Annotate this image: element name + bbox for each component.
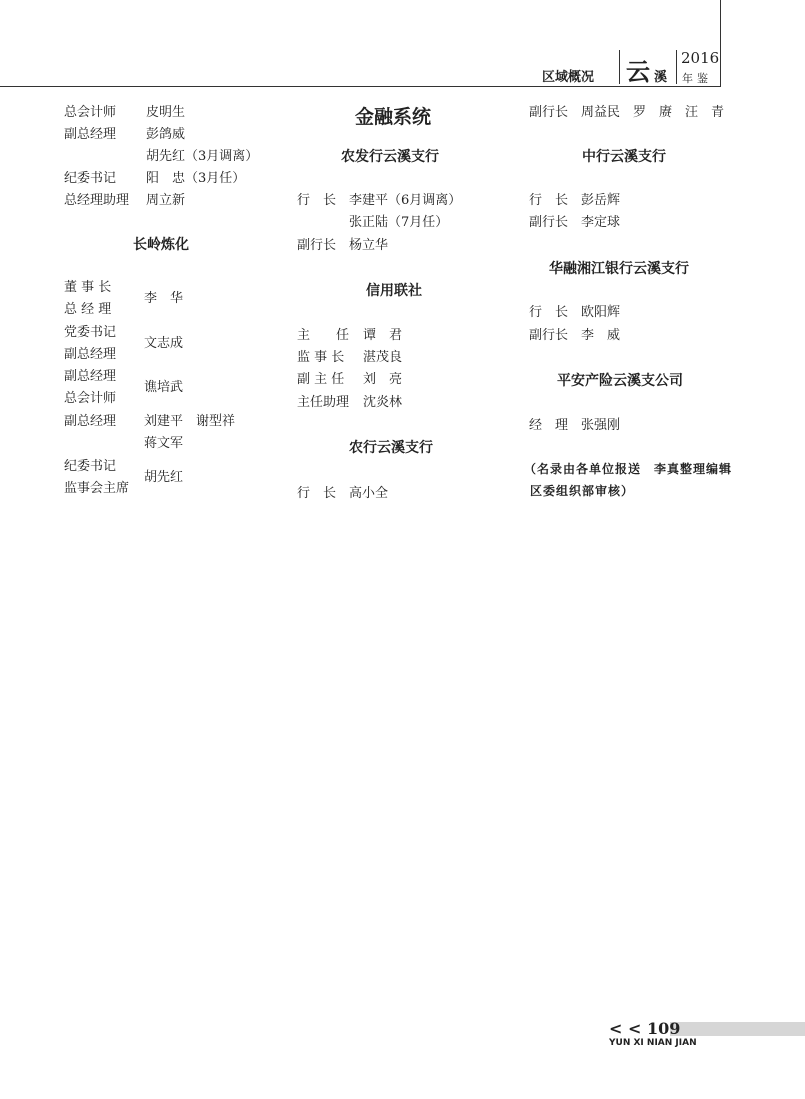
person-name: 李 华 (144, 291, 184, 306)
person-name: 彭鸽威 (146, 127, 186, 142)
person-name: 胡先红（3月调离） (146, 149, 259, 164)
person-name: 周益民 罗 赓 汪 青 (581, 105, 725, 120)
role-label: 副总经理 (64, 347, 117, 362)
role-label: 经 理 (529, 418, 569, 433)
role-label: 董 事 长 (64, 280, 112, 295)
person-name: 李 威 (581, 328, 621, 343)
role-label: 总会计师 (64, 105, 117, 120)
header-divider (619, 50, 620, 84)
person-name: 刘 亮 (363, 372, 403, 387)
role-label: 纪委书记 (64, 171, 117, 186)
person-name: 欧阳辉 (581, 305, 621, 320)
person-name: 皮明生 (146, 105, 186, 120)
role-label: 党委书记 (64, 325, 117, 340)
person-name: 沈炎林 (363, 395, 403, 410)
role-label: 主 任 (297, 328, 350, 343)
header-xi: 溪 (654, 70, 668, 85)
section-title-nongfa: 农发行云溪支行 (341, 149, 439, 165)
role-label: 总会计师 (64, 391, 117, 406)
role-label: 副总经理 (64, 127, 117, 142)
role-label: 副总经理 (64, 369, 117, 384)
header-divider-2 (676, 50, 677, 84)
role-label: 行 长 (529, 305, 569, 320)
section-title-changling: 长岭炼化 (133, 237, 189, 253)
role-label: 监事会主席 (64, 481, 130, 496)
header-vertical-rule (720, 0, 721, 86)
person-name: 谭 君 (363, 328, 403, 343)
role-label: 行 长 (529, 193, 569, 208)
person-name: 张正陆（7月任） (349, 215, 449, 230)
person-name: 胡先红 (144, 470, 184, 485)
person-name: 李定球 (581, 215, 621, 230)
header-section: 区域概况 (542, 70, 595, 85)
role-label: 主任助理 (297, 395, 350, 410)
person-name: 文志成 (144, 336, 184, 351)
page-number: < < 109 (609, 1019, 681, 1038)
person-name: 刘建平 谢型祥 (144, 414, 236, 429)
source-note-line-1: （名录由各单位报送 李真整理编辑 (524, 462, 733, 476)
role-label: 行 长 (297, 486, 337, 501)
role-label: 副行长 (529, 328, 569, 343)
header-yun: 云 (626, 57, 650, 86)
person-name: 彭岳辉 (581, 193, 621, 208)
person-name: 高小全 (349, 486, 389, 501)
role-label: 总 经 理 (64, 302, 112, 317)
person-name: 周立新 (146, 193, 186, 208)
section-title-finance: 金融系统 (355, 106, 432, 128)
person-name: 湛茂良 (363, 350, 403, 365)
person-name: 阳 忠（3月任） (146, 171, 246, 186)
section-title-zhonghang: 中行云溪支行 (582, 149, 666, 165)
section-title-pingan: 平安产险云溪支公司 (557, 373, 683, 389)
person-name: 李建平（6月调离） (349, 193, 462, 208)
role-label: 副行长 (529, 215, 569, 230)
role-label: 纪委书记 (64, 459, 117, 474)
section-title-nonghang: 农行云溪支行 (349, 440, 433, 456)
footer-title: YUN XI NIAN JIAN (609, 1038, 697, 1048)
header-year: 2016 (681, 49, 720, 67)
person-name: 杨立华 (349, 238, 389, 253)
person-name: 蒋文军 (144, 436, 184, 451)
section-title-huarong: 华融湘江银行云溪支行 (549, 261, 689, 277)
source-note-line-2: 区委组织部审核） (530, 484, 635, 498)
role-label: 副总经理 (64, 414, 117, 429)
role-label: 总经理助理 (64, 193, 130, 208)
role-label: 副 主 任 (297, 372, 345, 387)
role-label: 行 长 (297, 193, 337, 208)
role-label: 副行长 (297, 238, 337, 253)
person-name: 张强刚 (581, 418, 621, 433)
header-nianjian: 年鉴 (682, 72, 712, 85)
person-name: 谯培武 (144, 380, 184, 395)
header-rule (0, 86, 721, 87)
footer-bar (670, 1022, 805, 1036)
section-title-xinyong: 信用联社 (366, 283, 422, 299)
role-label: 监 事 长 (297, 350, 345, 365)
role-label: 副行长 (529, 105, 569, 120)
